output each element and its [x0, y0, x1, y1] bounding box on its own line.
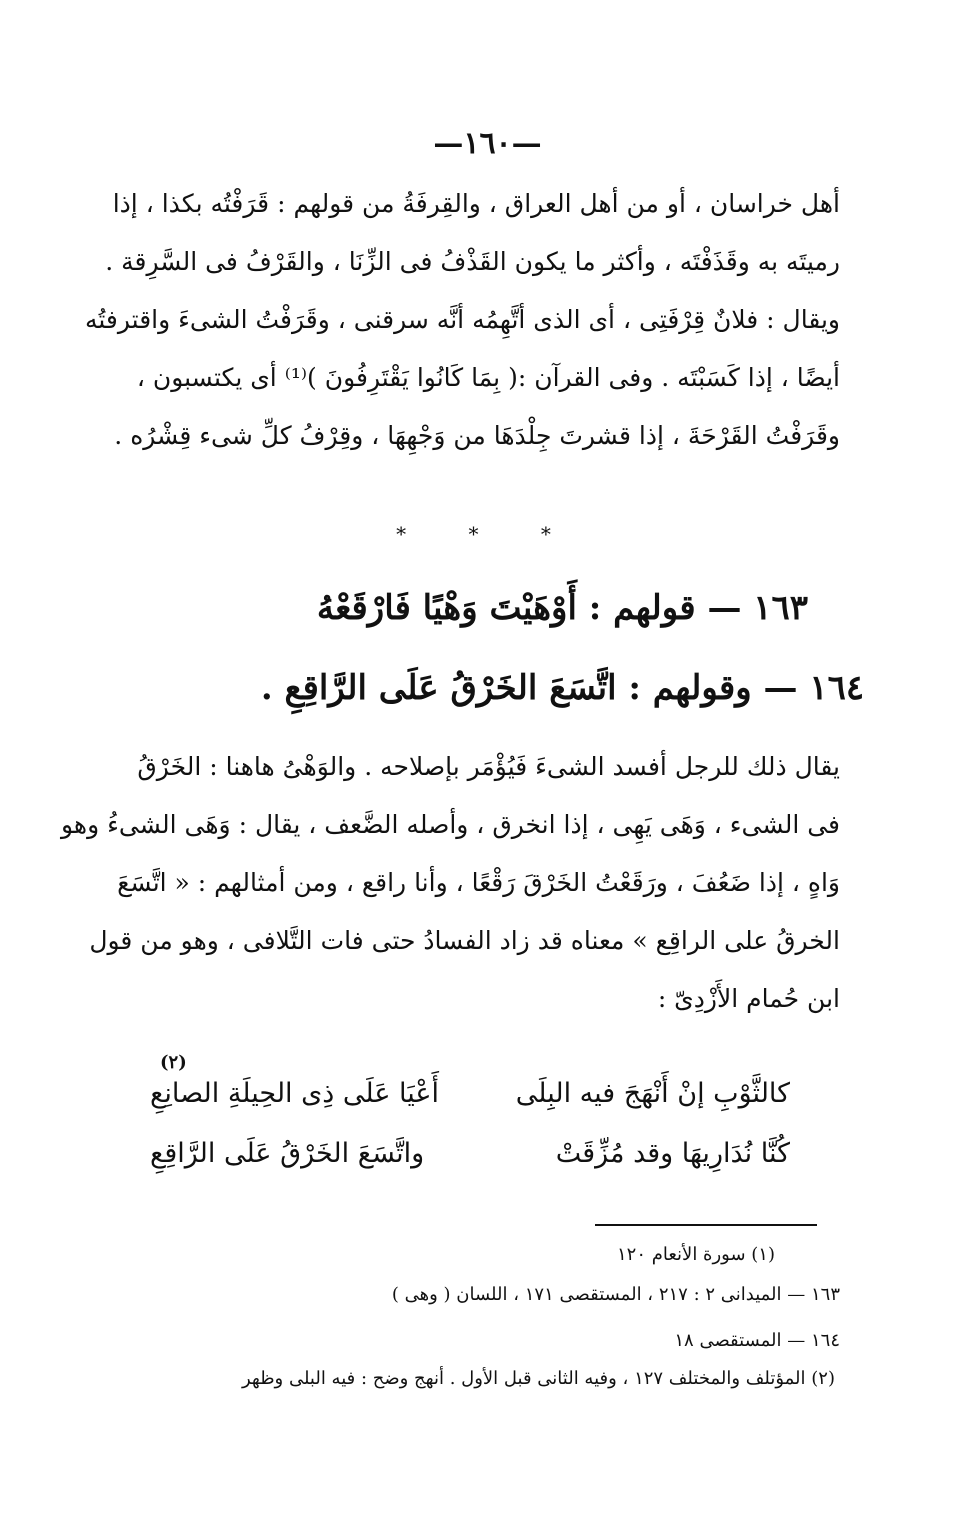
text-line: الخرقُ على الراقِع » معناه قد زاد الفسادُ حتى فات التَّلافى ، وهو من قول	[89, 926, 840, 955]
proverb-heading-164: ١٦٤ — وقولهم : اتَّسَعَ الخَرْقُ عَلَى الرَّاقِعِ .	[260, 668, 865, 708]
footnote: (١) سورة الأنعام ١٢٠	[617, 1244, 775, 1265]
verse-hemistich: أَعْيَا عَلَى ذِى الحِيلَةِ الصانِعِ	[150, 1078, 439, 1109]
text-line: رميتَه به وقَذَفْتَه ، وأكثر ما يكون القَذْفُ فى الزِّنَا ، والقَرْفُ فى السَّرِقة .	[105, 247, 840, 276]
text-line: فى الشىء ، وَهَى يَهِى ، إذا انخرق ، وأصله الضَّعف ، يقال : وَهَى الشىءُ وهو	[61, 810, 840, 839]
verse-hemistich: كُنَّا نُدَارِيهَا وقد مُزِّقَتْ	[555, 1138, 790, 1169]
verse-line-2	[150, 1138, 790, 1169]
text-line: ابن حُمام الأَزْدِىّ :	[657, 984, 840, 1013]
paragraph-1	[84, 175, 840, 465]
text-line: وقَرَفْتُ القَرْحَةَ ، إذا قشرتَ جِلْدَهَا من وَجْهِهَا ، وقِرْفُ كلِّ شىء قِشْرُه .	[114, 421, 840, 450]
verse-footnote-marker: (٢)	[160, 1052, 187, 1073]
page-number: —١٦٠—	[433, 126, 542, 161]
verse-hemistich: واتَّسَعَ الخَرْقُ عَلَى الرَّاقِعِ	[150, 1138, 425, 1169]
section-separator: * * *	[396, 522, 579, 546]
text-line: أيضًا ، إذا كَسَبْتَه . وفى القرآن :( بِمَا كَانُوا يَقْتَرِفُونَ )⁽¹⁾ أى يكتسبون ،	[136, 363, 840, 392]
text-line: أهل خراسان ، أو من أهل العراق ، والقِرفَةُ من قولهم : قَرَفْتُه بكذا ، إذا	[112, 189, 840, 218]
footnote: ١٦٤ — المستقصى ١٨	[674, 1330, 840, 1351]
footnote-divider	[595, 1224, 817, 1226]
text-line: يقال ذلك للرجل أفسد الشىءَ فَيُؤْمَر بإصلاحه . والوَهْىُ هاهنا : الخَرْقُ	[137, 752, 840, 781]
verse-hemistich: كالثَّوْبِ إنْ أَنْهَجَ فيه البِلَى	[515, 1078, 790, 1109]
verse-line-1	[150, 1078, 790, 1109]
footnote: (٢) المؤتلف والمختلف ١٢٧ ، وفيه الثانى قبل الأول . أنهج وضح : فيه البلى وظهر	[241, 1368, 835, 1389]
text-line: وَاهٍ ، إذا ضَعُفَ ، ورَقَعْتُ الخَرْقَ رَقْعًا ، وأنا راقع ، ومن أمثالهم : « اتَّسَعَ	[117, 868, 840, 897]
text-line: ويقال : فلانٌ قِرْفَتِى ، أى الذى أتَّهِمُه أنَّه سرقنى ، وقَرَفْتُ الشىءَ واقترفتُه	[84, 305, 840, 334]
proverb-heading-163: ١٦٣ — قولهم : أَوْهَيْتَ وَهْيًا فَارْقَعْهُ	[316, 588, 809, 628]
footnote: ١٦٣ — الميدانى ٢ : ٢١٧ ، المستقصى ١٧١ ، اللسان ( وهى )	[391, 1284, 840, 1305]
paragraph-2	[61, 738, 840, 1028]
